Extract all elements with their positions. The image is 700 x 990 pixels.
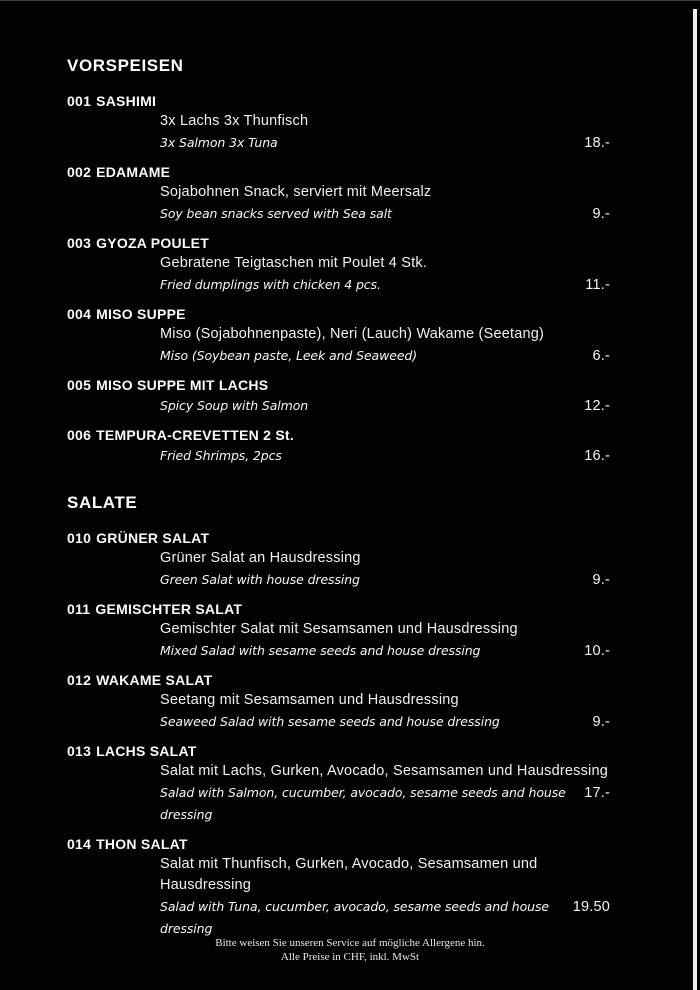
item-title bbox=[67, 92, 610, 111]
item-price: 12.- bbox=[584, 398, 610, 414]
item-english-price-row bbox=[160, 445, 610, 467]
menu-sections bbox=[67, 56, 610, 940]
item-description-english: Seaweed Salad with sesame seeds and house dressing bbox=[160, 714, 500, 729]
item-description-english: Fried Shrimps, 2pcs bbox=[160, 448, 282, 463]
item-description-english: Spicy Soup with Salmon bbox=[160, 398, 309, 413]
footer-allergen-note: Bitte weisen Sie unseren Service auf mögliche Allergene hin. bbox=[215, 937, 485, 949]
item-body bbox=[160, 253, 610, 296]
menu-item bbox=[67, 529, 610, 591]
item-body bbox=[160, 761, 610, 826]
item-title bbox=[67, 426, 610, 445]
item-name: MISO SUPPE MIT LACHS bbox=[96, 377, 269, 393]
item-number: 012 bbox=[67, 672, 92, 688]
item-title bbox=[67, 529, 610, 548]
item-description-german: Salat mit Lachs, Gurken, Avocado, Sesamsamen und Hausdressing bbox=[160, 763, 608, 779]
item-body bbox=[160, 182, 610, 225]
item-price: 18.- bbox=[584, 135, 610, 151]
item-description-english: Miso (Soybean paste, Leek and Seaweed) bbox=[160, 348, 418, 363]
item-body bbox=[160, 395, 610, 417]
item-price: 11.- bbox=[585, 277, 610, 293]
page-top-edge bbox=[0, 0, 700, 1]
item-body bbox=[160, 111, 610, 154]
section-title: SALATE bbox=[67, 493, 138, 512]
item-number: 003 bbox=[67, 235, 92, 251]
item-description-english: Salad with Salmon, cucumber, avocado, sesame seeds and house dressing bbox=[160, 785, 566, 822]
item-body bbox=[160, 854, 610, 940]
item-description-english: 3x Salmon 3x Tuna bbox=[160, 135, 278, 150]
item-number: 014 bbox=[67, 836, 92, 852]
item-description-german: 3x Lachs 3x Thunfisch bbox=[160, 113, 309, 129]
item-description-german: Grüner Salat an Hausdressing bbox=[160, 550, 361, 566]
item-english-price-row bbox=[160, 782, 610, 826]
item-name: EDAMAME bbox=[96, 164, 171, 180]
item-title bbox=[67, 376, 610, 395]
item-number: 004 bbox=[67, 306, 92, 322]
menu-item bbox=[67, 92, 610, 154]
menu-item bbox=[67, 671, 610, 733]
item-english-price-row bbox=[160, 274, 610, 296]
item-title bbox=[67, 163, 610, 182]
item-description-german: Seetang mit Sesamsamen und Hausdressing bbox=[160, 692, 459, 708]
menu-item bbox=[67, 835, 610, 940]
item-title bbox=[67, 600, 610, 619]
menu-item bbox=[67, 234, 610, 296]
item-number: 013 bbox=[67, 743, 92, 759]
item-title bbox=[67, 742, 610, 761]
item-name: LACHS SALAT bbox=[96, 743, 197, 759]
footer-price-note: Alle Preise in CHF, inkl. MwSt bbox=[280, 951, 420, 963]
item-english-price-row bbox=[160, 345, 610, 367]
item-english-price-row bbox=[160, 203, 610, 225]
item-body bbox=[160, 690, 610, 733]
item-description-german: Gebratene Teigtaschen mit Poulet 4 Stk. bbox=[160, 255, 428, 271]
item-price: 9.- bbox=[592, 206, 610, 222]
item-description-english: Fried dumplings with chicken 4 pcs. bbox=[160, 277, 381, 292]
section-items bbox=[67, 529, 610, 940]
item-english-price-row bbox=[160, 896, 610, 940]
section-title: VORSPEISEN bbox=[67, 56, 184, 75]
item-description-english: Mixed Salad with sesame seeds and house dressing bbox=[160, 643, 481, 658]
item-number: 011 bbox=[67, 601, 91, 617]
item-description-german: Sojabohnen Snack, serviert mit Meersalz bbox=[160, 184, 432, 200]
item-number: 010 bbox=[67, 530, 92, 546]
menu-item bbox=[67, 600, 610, 662]
item-price: 16.- bbox=[584, 448, 610, 464]
item-description-english: Soy bean snacks served with Sea salt bbox=[160, 206, 392, 221]
item-price: 6.- bbox=[592, 348, 610, 364]
item-name: THON SALAT bbox=[96, 836, 188, 852]
menu-item bbox=[67, 426, 610, 467]
item-name: GRÜNER SALAT bbox=[96, 530, 210, 546]
item-price: 9.- bbox=[592, 714, 610, 730]
page-right-edge bbox=[693, 9, 697, 990]
menu-item bbox=[67, 163, 610, 225]
menu-section bbox=[67, 493, 610, 940]
item-name: GEMISCHTER SALAT bbox=[95, 601, 243, 617]
item-english-price-row bbox=[160, 569, 610, 591]
footer bbox=[0, 936, 700, 964]
item-number: 001 bbox=[67, 93, 92, 109]
item-name: WAKAME SALAT bbox=[96, 672, 213, 688]
item-english-price-row bbox=[160, 640, 610, 662]
item-english-price-row bbox=[160, 711, 610, 733]
item-body bbox=[160, 445, 610, 467]
item-body bbox=[160, 324, 610, 367]
section-items bbox=[67, 92, 610, 467]
item-name: TEMPURA-CREVETTEN 2 St. bbox=[96, 427, 294, 443]
item-name: GYOZA POULET bbox=[96, 235, 210, 251]
item-number: 005 bbox=[67, 377, 92, 393]
item-description-german: Miso (Sojabohnenpaste), Neri (Lauch) Wakame (Seetang) bbox=[160, 326, 545, 342]
item-description-german: Gemischter Salat mit Sesamsamen und Hausdressing bbox=[160, 621, 518, 637]
item-title bbox=[67, 671, 610, 690]
item-price: 10.- bbox=[584, 643, 610, 659]
item-title bbox=[67, 835, 610, 854]
item-price: 17.- bbox=[584, 785, 610, 801]
item-body bbox=[160, 619, 610, 662]
item-number: 002 bbox=[67, 164, 92, 180]
item-title bbox=[67, 305, 610, 324]
item-number: 006 bbox=[67, 427, 92, 443]
menu-section bbox=[67, 56, 610, 467]
item-price: 9.- bbox=[592, 572, 610, 588]
item-description-german: Salat mit Thunfisch, Gurken, Avocado, Sesamsamen und Hausdressing bbox=[160, 856, 538, 893]
menu-item bbox=[67, 305, 610, 367]
menu-item bbox=[67, 742, 610, 826]
item-price: 19.50 bbox=[572, 899, 610, 915]
menu-item bbox=[67, 376, 610, 417]
item-name: MISO SUPPE bbox=[96, 306, 186, 322]
item-name: SASHIMI bbox=[96, 93, 157, 109]
item-english-price-row bbox=[160, 132, 610, 154]
item-description-english: Green Salat with house dressing bbox=[160, 572, 360, 587]
item-description-english: Salad with Tuna, cucumber, avocado, sesame seeds and house dressing bbox=[160, 899, 549, 936]
item-english-price-row bbox=[160, 395, 610, 417]
item-body bbox=[160, 548, 610, 591]
item-title bbox=[67, 234, 610, 253]
